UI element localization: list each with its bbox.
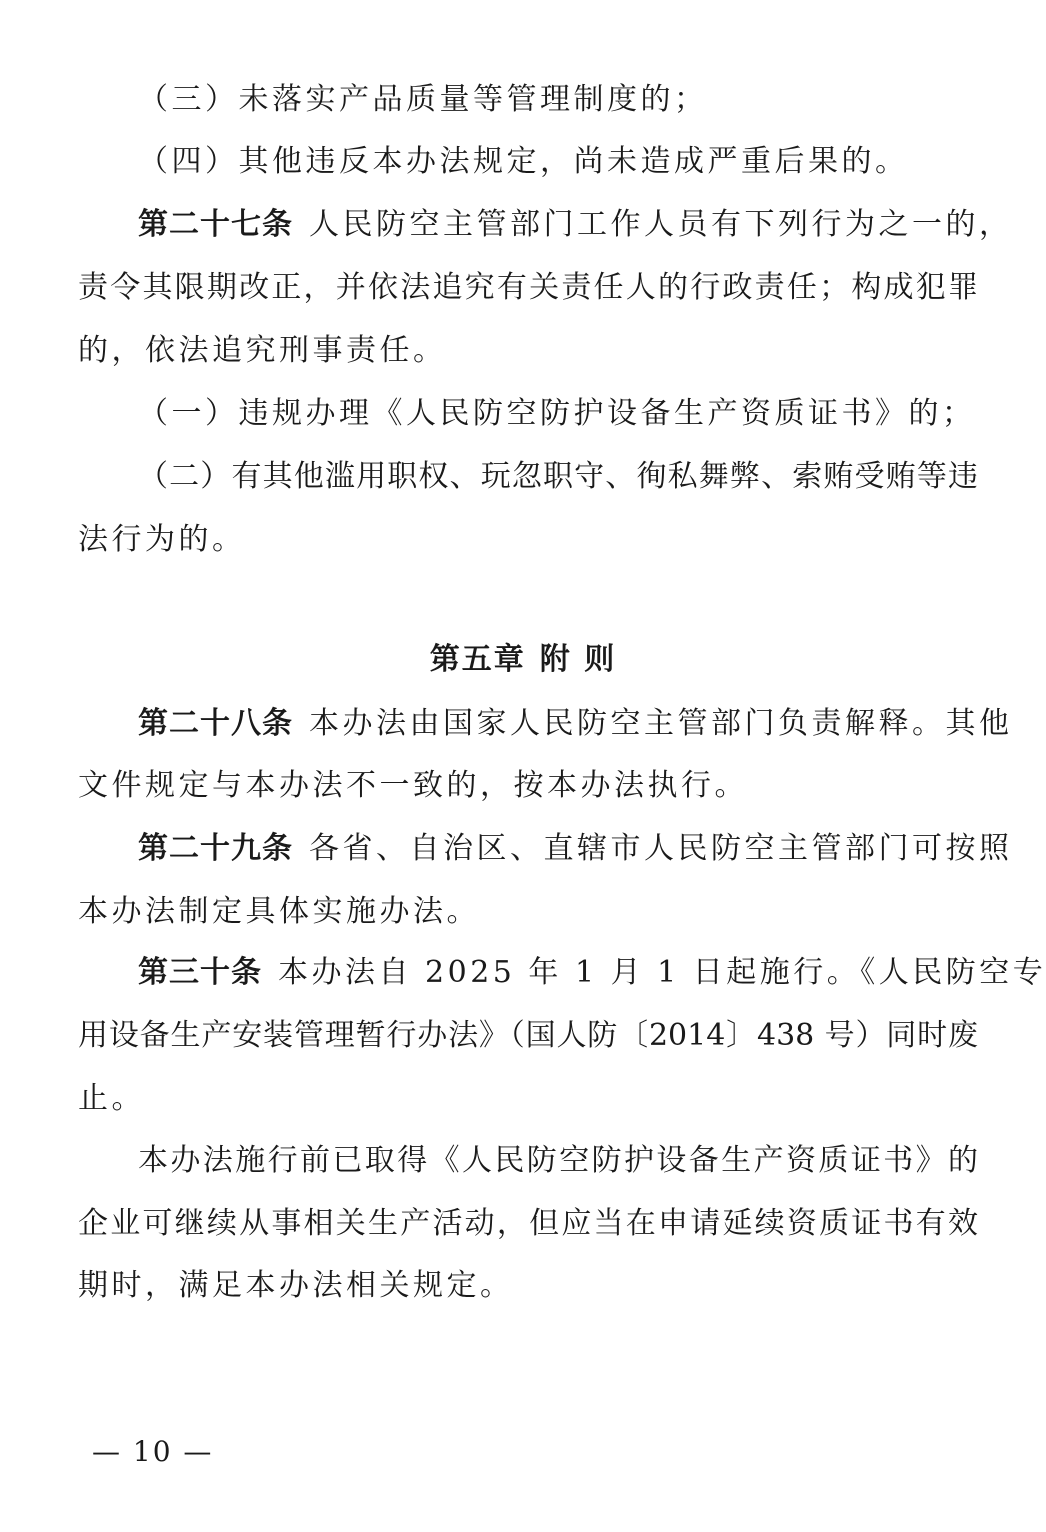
article-text: 各省、自治区、直辖市人民防空主管部门可按照 [309, 831, 1013, 866]
article-text: 人民防空主管部门工作人员有下列行为之一的， [309, 207, 1013, 242]
art30-first-line [138, 953, 1046, 993]
article-label: 第二十八条 [138, 706, 293, 741]
art30-para2-line-1: 本办法施行前已取得《人民防空防护设备生产资质证书》的 [138, 1143, 978, 1178]
art30-line-3: 止。 [78, 1081, 145, 1116]
chapter-number: 第五章 [429, 642, 526, 677]
art28-first-line [138, 704, 1013, 744]
art27-item-2-line-1: （二）有其他滥用职权、玩忽职守、徇私舞弊、索贿受贿等违 [138, 459, 978, 494]
art27-line-3: 的，依法追究刑事责任。 [78, 333, 447, 368]
article-text: 本办法由国家人民防空主管部门负责解释。其他 [309, 706, 1013, 741]
art26-item-3: （三）未落实产品质量等管理制度的； [138, 82, 708, 117]
art29-line-2: 本办法制定具体实施办法。 [78, 894, 480, 929]
art27-first-line [138, 205, 1013, 245]
art30-para2-line-3: 期时，满足本办法相关规定。 [78, 1268, 514, 1303]
article-label: 第二十七条 [138, 207, 293, 242]
chapter-title: 附 则 [539, 642, 617, 677]
art28-line-2: 文件规定与本办法不一致的，按本办法执行。 [78, 768, 748, 803]
art30-para2-line-2: 企业可继续从事相关生产活动，但应当在申请延续资质证书有效 [78, 1206, 978, 1241]
art27-item-1: （一）违规办理《人民防空防护设备生产资质证书》的； [138, 396, 976, 431]
art27-item-2-line-2: 法行为的。 [78, 522, 246, 557]
art26-item-4: （四）其他违反本办法规定，尚未造成严重后果的。 [138, 144, 909, 179]
art30-line-2: 用设备生产安装管理暂行办法》（国人防〔2014〕438 号）同时废 [78, 1018, 978, 1053]
art29-first-line [138, 829, 1013, 869]
article-text: 本办法自 2025 年 1 月 1 日起施行。《人民防空专 [278, 955, 1046, 990]
article-label: 第二十九条 [138, 831, 293, 866]
page-number: — 10 — [92, 1435, 214, 1468]
chapter-heading [0, 640, 1046, 680]
art27-line-2: 责令其限期改正，并依法追究有关责任人的行政责任；构成犯罪 [78, 270, 978, 305]
article-label: 第三十条 [138, 955, 262, 990]
